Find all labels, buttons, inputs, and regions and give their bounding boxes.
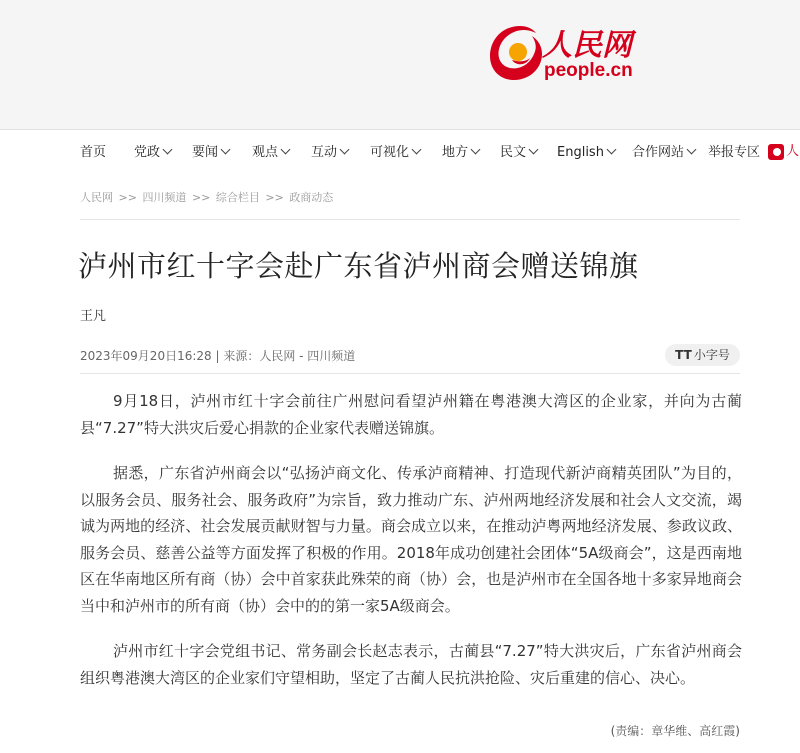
chevron-down-icon <box>529 145 539 155</box>
article-editor: (责编：章华维、高红霞) <box>610 724 740 738</box>
site-logo[interactable] <box>486 18 658 90</box>
people-app-icon <box>768 144 784 160</box>
site-header <box>0 0 800 130</box>
nav-item-label: 观点 <box>252 145 279 160</box>
nav-item-label: 合作网站 <box>632 145 685 160</box>
nav-item-interact[interactable] <box>311 131 348 175</box>
font-size-label: 小字号 <box>693 348 730 362</box>
nav-item-label: English <box>557 145 604 160</box>
logo-english-text: people.cn <box>544 60 633 81</box>
logo-chinese-text: 人民网 <box>542 28 632 63</box>
meta-divider <box>80 373 740 374</box>
nav-item-english[interactable] <box>557 131 615 175</box>
nav-item-home[interactable] <box>80 131 106 175</box>
article-body <box>80 388 742 710</box>
nav-item-ethnic[interactable] <box>500 131 537 175</box>
chevron-down-icon <box>163 145 173 155</box>
nav-item-party[interactable] <box>134 131 171 175</box>
chevron-down-icon <box>340 145 350 155</box>
article-paragraph: 9月18日，泸州市红十字会前往广州慰问看望泸州籍在粤港澳大湾区的企业家，并向为古蔺县“7.27”特大洪灾后爱心捐款的企业家代表赠送锦旗。 <box>80 392 742 437</box>
article-paragraph: 泸州市红十字会党组书记、常务副会长赵志表示，古蔺县“7.27”特大洪灾后，广东省泸州商会组织粤港澳大湾区的企业家们守望相助，坚定了古蔺人民抗洪抢险、灾后重建的信心、决心。 <box>80 642 742 687</box>
nav-item-visual[interactable] <box>370 131 420 175</box>
breadcrumb-separator: >> <box>265 191 284 204</box>
chevron-down-icon <box>471 145 481 155</box>
article-title: 泸州市红十字会赴广东省泸州商会赠送锦旗 <box>78 249 639 283</box>
main-nav <box>0 131 800 175</box>
chevron-down-icon <box>281 145 291 155</box>
breadcrumb <box>80 189 333 205</box>
breadcrumb-separator: >> <box>191 191 211 204</box>
breadcrumb-divider <box>80 219 740 220</box>
chevron-down-icon <box>607 145 617 155</box>
nav-item-local[interactable] <box>442 131 479 175</box>
nav-item-label: 举报专区 <box>708 145 761 160</box>
nav-item-label: 互动 <box>311 145 338 160</box>
article-author: 王凡 <box>80 309 107 324</box>
breadcrumb-link-general[interactable]: 综合栏目 <box>215 191 260 204</box>
nav-item-label: 可视化 <box>370 145 410 160</box>
article-paragraph: 据悉，广东省泸州商会以“弘扬泸商文化、传承泸商精神、打造现代新泸商精英团队”为目的，以服务会员、服务社会、服务政府”为宗旨，致力推动广东、泸州两地经济发展和社会人文交流，竭诚为两地的经济、社会发展贡献财智与力量。商会成立以来，在推动泸粤两地经济发展、参政议政、服务会员、慈善公益等方面发挥了积极的作用。2018年成功创建社会团体“5A级商会”，这是西南地区在华南地区所有商（协）会中首家获此殊荣的商（协）会，也是泸州市在全国各地十多家异地商会当中和泸州市的所有商（协）会中的的第一家5A级商会。 <box>80 464 742 615</box>
font-size-button[interactable] <box>665 344 740 366</box>
breadcrumb-link-people[interactable]: 人民网 <box>80 191 113 204</box>
breadcrumb-link-business[interactable]: 政商动态 <box>289 191 334 204</box>
nav-item-label: 要闻 <box>192 145 219 160</box>
nav-extra-label: 人 <box>786 144 800 159</box>
chevron-down-icon <box>221 145 231 155</box>
nav-item-label: 地方 <box>442 145 469 160</box>
breadcrumb-link-sichuan[interactable]: 四川频道 <box>142 191 187 204</box>
people-logo-icon <box>486 20 550 84</box>
nav-item-news[interactable] <box>192 131 229 175</box>
nav-item-report[interactable] <box>708 131 760 175</box>
nav-item-label: 党政 <box>134 145 161 160</box>
font-size-icon: TT <box>675 348 692 362</box>
nav-item-partners[interactable] <box>632 131 695 175</box>
nav-item-opinion[interactable] <box>252 131 289 175</box>
article-meta: 2023年09月20日16:28 | 来源：人民网 - 四川频道 <box>80 349 356 363</box>
nav-item-label: 民文 <box>500 145 527 160</box>
chevron-down-icon <box>412 145 422 155</box>
chevron-down-icon <box>687 145 697 155</box>
nav-item-label: 首页 <box>80 145 107 160</box>
breadcrumb-separator: >> <box>118 191 137 204</box>
nav-item-people-app[interactable] <box>768 144 800 162</box>
